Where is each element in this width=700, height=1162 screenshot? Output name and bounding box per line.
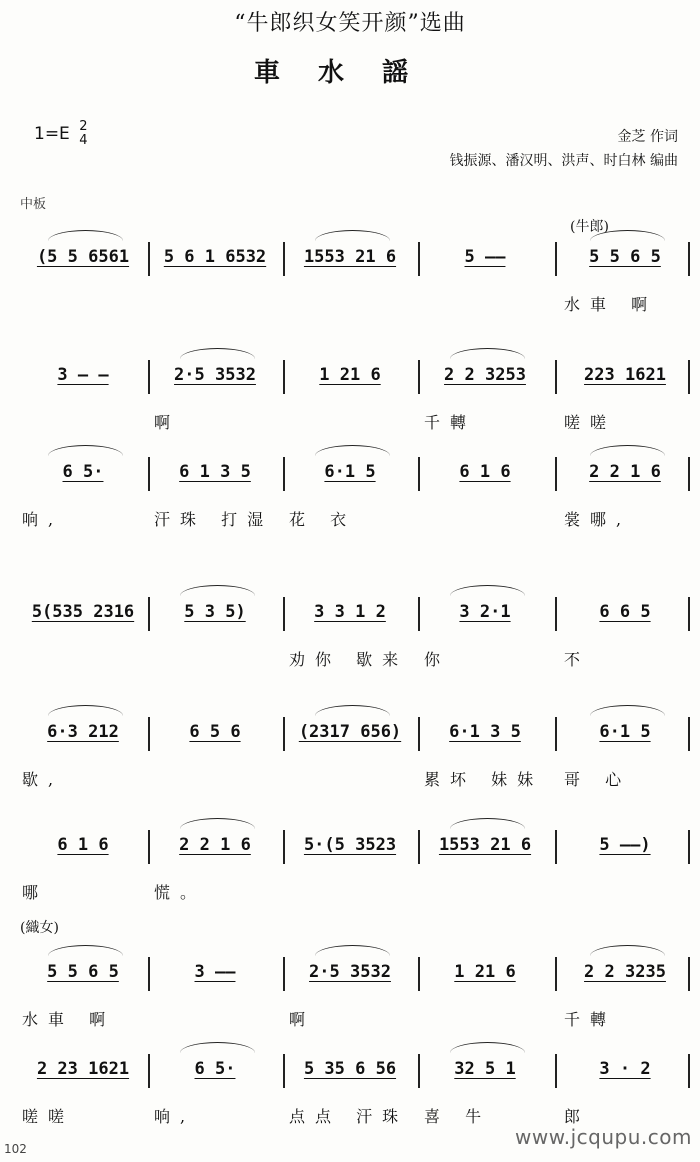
lyric-text: 累坏 妹妹 (424, 770, 544, 789)
lyric-text: 响, (22, 510, 64, 529)
notation-line (0, 715, 700, 765)
bar-line (418, 457, 420, 491)
measure: 6·1 5 (324, 462, 376, 482)
slur-mark (48, 230, 123, 241)
bar-line (555, 242, 557, 276)
lyric-text: 哪 (22, 883, 49, 902)
bar-line (148, 830, 150, 864)
notation-line (0, 595, 700, 645)
bar-line (688, 830, 690, 864)
bar-line (283, 457, 285, 491)
measure: 5 6 1 6532 (163, 247, 267, 267)
bar-line (418, 360, 420, 394)
subtitle: “牛郎织女笑开颜”选曲 (234, 11, 466, 36)
lyric-text: 你 (424, 650, 451, 669)
lyric-text: 点点 汗珠 (289, 1107, 409, 1126)
measure: 6·3 212 (47, 722, 119, 742)
lyric-text: 不 (564, 650, 591, 669)
bar-line (555, 360, 557, 394)
bar-line (555, 957, 557, 991)
lyric-text: 千轉 (424, 413, 477, 432)
measure: 6 5 6 (189, 722, 241, 742)
lyric-text: 歇, (22, 770, 64, 789)
bar-line (688, 1054, 690, 1088)
bar-line (555, 1054, 557, 1088)
score-system (0, 828, 700, 938)
measure: 5 5 6 5 (589, 247, 661, 267)
role-label: (牛郎) (570, 219, 609, 235)
lyric-text: 慌。 (154, 883, 207, 902)
measure: 1553 21 6 (303, 247, 397, 267)
lyric-line (0, 647, 700, 671)
score-system (0, 920, 700, 1065)
bar-line (148, 360, 150, 394)
measure: 6 1 6 (57, 835, 109, 855)
measure: 2 2 1 6 (179, 835, 251, 855)
lyric-line (0, 507, 700, 531)
measure: 6 5· (194, 1059, 236, 1079)
score-system (0, 715, 700, 825)
bar-line (688, 360, 690, 394)
measure: 5 35 6 56 (303, 1059, 397, 1079)
slur-mark (48, 945, 123, 956)
bar-line (418, 717, 420, 751)
measure: 2·5 3532 (174, 365, 256, 385)
bar-line (148, 457, 150, 491)
lyric-text: 花 衣 (289, 510, 357, 529)
lyric-text: 嗟嗟 (22, 1107, 75, 1126)
bar-line (283, 360, 285, 394)
slur-mark (315, 230, 390, 241)
measure: 1553 21 6 (438, 835, 532, 855)
bar-line (688, 717, 690, 751)
lyric-text: 裳哪, (564, 510, 632, 529)
measure: 6 5· (62, 462, 104, 482)
bar-line (688, 242, 690, 276)
measure: 1 21 6 (319, 365, 381, 385)
bar-line (418, 830, 420, 864)
score-system (0, 595, 700, 705)
notation-line (0, 455, 700, 505)
composer-credit: 钱振源、潘汉明、洪声、时白林 编曲 (449, 153, 678, 169)
measure: 6·1 3 5 (449, 722, 521, 742)
bar-line (148, 957, 150, 991)
lyric-line (0, 1007, 700, 1031)
lyric-text: 汗珠 打湿 (154, 510, 274, 529)
slur-mark (590, 945, 665, 956)
measure: 5(535 2316 (31, 602, 135, 622)
time-top: 2 (79, 119, 88, 134)
time-bottom: 4 (79, 133, 88, 148)
score-system (0, 455, 700, 565)
page-title: 車水謡 (253, 58, 446, 88)
score-system (0, 219, 700, 350)
lyric-text: 啊 (289, 1010, 316, 1029)
slur-mark (315, 705, 390, 716)
bar-line (555, 717, 557, 751)
tempo-marking: 中板 (20, 197, 47, 212)
bar-line (283, 1054, 285, 1088)
bar-line (283, 597, 285, 631)
notation-line (0, 828, 700, 878)
notation-line (0, 955, 700, 1005)
measure: 5 3 5) (184, 602, 246, 622)
measure: 6·1 5 (599, 722, 651, 742)
key-label: 1=E (34, 124, 70, 144)
bar-line (418, 597, 420, 631)
lyric-text: 哥 心 (564, 770, 632, 789)
measure: 6 6 5 (599, 602, 651, 622)
lyric-text: 劝你 歇来 (289, 650, 409, 669)
role-label: (織女) (20, 920, 59, 936)
slur-mark (48, 705, 123, 716)
lyricist-credit: 金芝 作词 (617, 129, 678, 145)
measure: (5 5 6561 (36, 247, 130, 267)
measure: 3 3 1 2 (314, 602, 386, 622)
lyric-text: 响, (154, 1107, 196, 1126)
measure: 5 —— (464, 247, 506, 267)
measure: 6 1 3 5 (179, 462, 251, 482)
bar-line (283, 242, 285, 276)
lyric-text: 千轉 (564, 1010, 617, 1029)
lyric-line (0, 410, 700, 434)
measure: 32 5 1 (454, 1059, 516, 1079)
page-number: 102 (4, 1142, 27, 1156)
measure: 2·5 3532 (309, 962, 391, 982)
measure: 5 ——) (599, 835, 651, 855)
lyric-line (0, 292, 700, 316)
bar-line (555, 457, 557, 491)
measure: 6 1 6 (459, 462, 511, 482)
measure: 2 2 3235 (584, 962, 666, 982)
measure: 3 2·1 (459, 602, 511, 622)
bar-line (148, 597, 150, 631)
slur-mark (315, 945, 390, 956)
measure: 2 23 1621 (36, 1059, 130, 1079)
measure: 5 5 6 5 (47, 962, 119, 982)
lyric-text: 郎 (564, 1107, 591, 1126)
bar-line (418, 957, 420, 991)
bar-line (555, 830, 557, 864)
bar-line (283, 957, 285, 991)
notation-line (0, 358, 700, 408)
lyric-text: 喜 牛 (424, 1107, 492, 1126)
slur-mark (450, 585, 525, 596)
bar-line (148, 717, 150, 751)
bar-line (418, 1054, 420, 1088)
slur-mark (590, 705, 665, 716)
notation-line (0, 1052, 700, 1102)
bar-line (148, 242, 150, 276)
lyric-text: 水車 啊 (564, 295, 658, 314)
watermark: www.jcqupu.com (515, 1125, 692, 1149)
time-signature (79, 120, 87, 148)
measure: 2 2 3253 (444, 365, 526, 385)
bar-line (283, 830, 285, 864)
bar-line (688, 957, 690, 991)
bar-line (418, 242, 420, 276)
measure: (2317 656) (298, 722, 402, 742)
key-signature (34, 120, 88, 148)
measure: 1 21 6 (454, 962, 516, 982)
measure: 3 · 2 (599, 1059, 651, 1079)
bar-line (283, 717, 285, 751)
lyric-line (0, 767, 700, 791)
lyric-text: 嗟嗟 (564, 413, 617, 432)
measure: 5·(5 3523 (303, 835, 397, 855)
measure: 3 —— (194, 962, 236, 982)
measure: 223 1621 (584, 365, 666, 385)
bar-line (148, 1054, 150, 1088)
lyric-text: 啊 (154, 413, 181, 432)
measure: 3 — — (57, 365, 109, 385)
lyric-line (0, 880, 700, 904)
slur-mark (180, 585, 255, 596)
notation-line (0, 240, 700, 290)
bar-line (688, 457, 690, 491)
bar-line (688, 597, 690, 631)
measure: 2 2 1 6 (589, 462, 661, 482)
lyric-text: 水車 啊 (22, 1010, 116, 1029)
bar-line (555, 597, 557, 631)
